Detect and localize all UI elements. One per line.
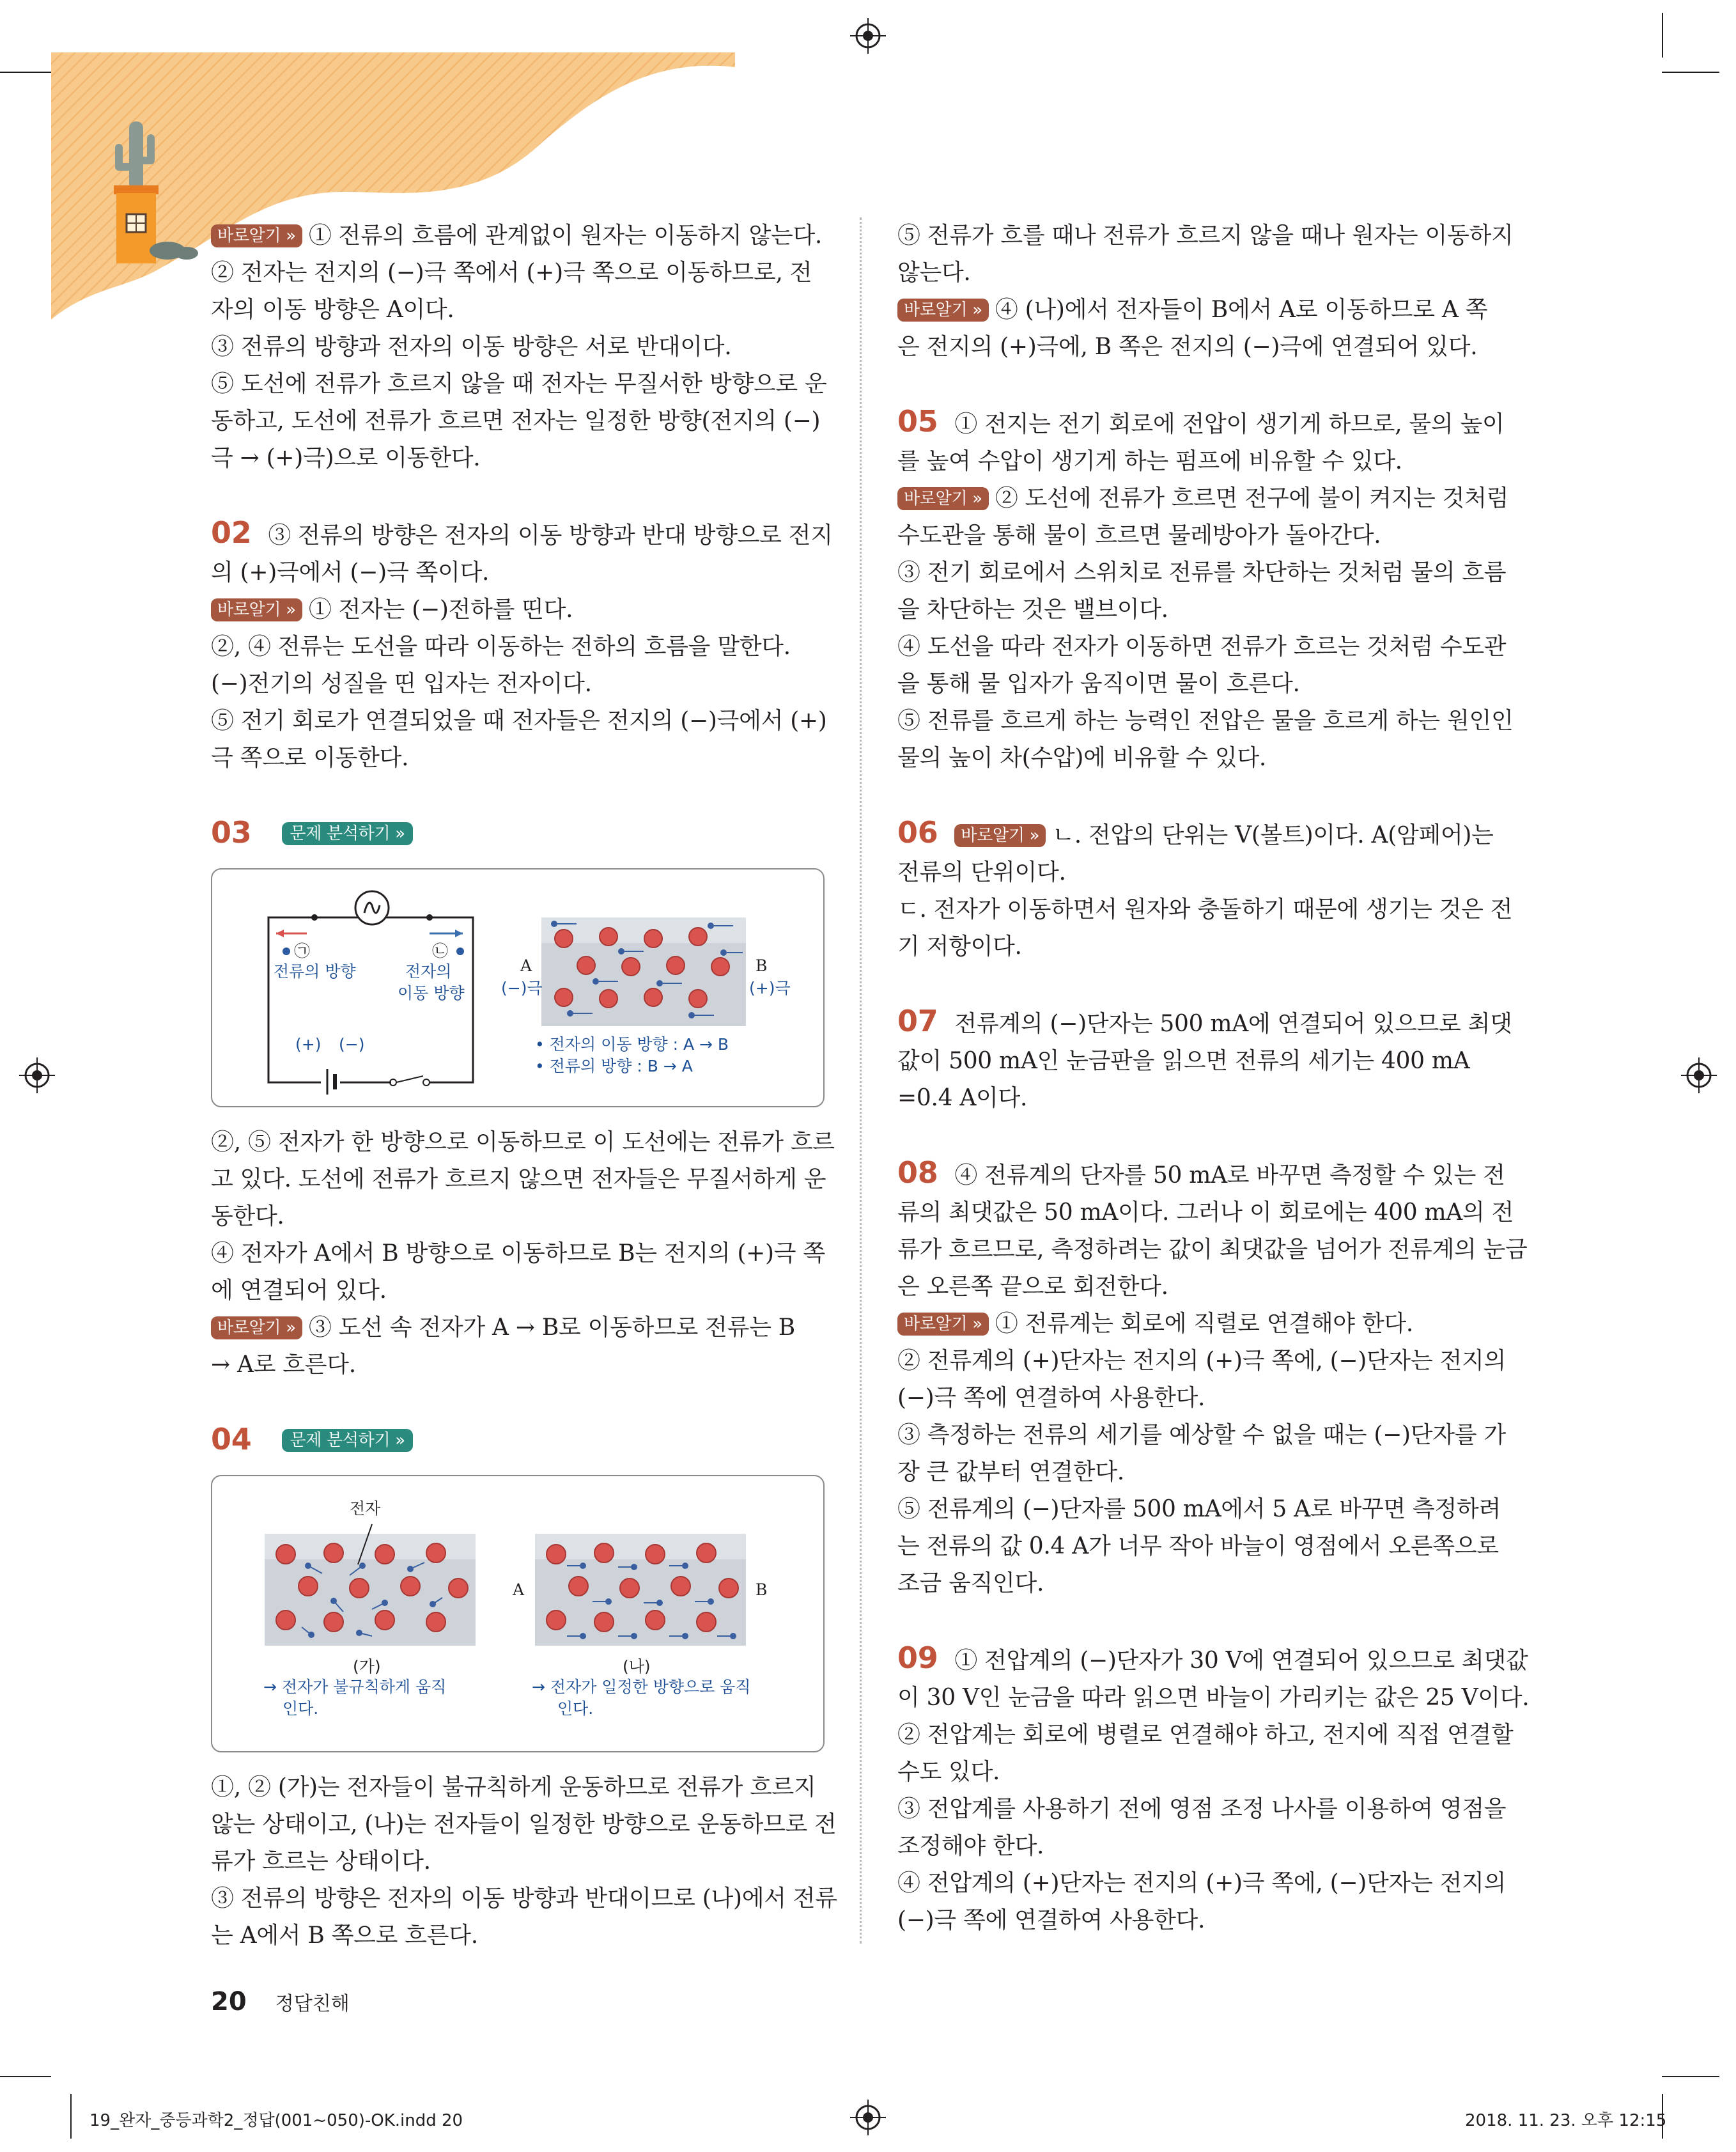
figure-na-desc: → 전자가 일정한 방향으로 움직 <box>532 1678 751 1696</box>
column-divider <box>860 217 862 1944</box>
correction-badge: 바로알기 » <box>211 598 302 621</box>
electron-arrow-label: ㉡ <box>432 942 449 960</box>
figure-ga-label: (가) <box>353 1657 381 1676</box>
section-title: 정답친해 <box>275 1993 350 2015</box>
text-line: ①, ② (가)는 전자들이 불규칙하게 운동하므로 전류가 흐르지 <box>211 1774 816 1800</box>
wire-end-a: A <box>513 1580 525 1599</box>
battery-minus-label: (−) <box>339 1035 365 1054</box>
correction-badge: 바로알기 » <box>211 224 302 247</box>
text-line: 바로알기 » ② 도선에 전류가 흐르면 전구에 불이 켜지는 것처럼 <box>897 480 1511 517</box>
text-line: 의 (+)극에서 (−)극 쪽이다. <box>211 559 490 586</box>
figure-na-desc-2: 인다. <box>557 1699 594 1718</box>
correction-badge: 바로알기 » <box>897 299 989 322</box>
text-line: 자의 이동 방향은 A이다. <box>211 297 454 323</box>
text-line: ⑤ 전류가 흐를 때나 전류가 흐르지 않을 때나 원자는 이동하지 <box>897 222 1514 249</box>
answer-06 <box>897 814 1511 965</box>
question-number: 04 <box>211 1422 252 1456</box>
figure-ga-desc-2: 인다. <box>283 1699 319 1718</box>
question-number: 05 <box>897 404 938 439</box>
text-line: 바로알기 » ③ 도선 속 전자가 A → B로 이동하므로 전류는 B <box>211 1309 825 1346</box>
answer-08 <box>897 1154 1528 1602</box>
text-line: ⑤ 전류를 흐르게 하는 능력인 전압은 물을 흐르게 하는 원인인 <box>897 708 1514 734</box>
text-line: 수도 있다. <box>897 1759 1000 1785</box>
text-line: 은 전지의 (+)극에, B 쪽은 전지의 (−)극에 연결되어 있다. <box>897 334 1478 360</box>
figure-ga-desc: → 전자가 불규칙하게 움직 <box>263 1678 447 1696</box>
answer-05 <box>897 403 1514 777</box>
text-line: 장 큰 값부터 연결한다. <box>897 1459 1124 1485</box>
electron-direction-label: 전자의 <box>405 962 452 981</box>
text-line: 바로알기 » ① 전자는 (−)전하를 띤다. <box>211 591 825 628</box>
text-line: 조금 움직인다. <box>897 1570 1044 1596</box>
text-line: 09 ① 전압계의 (−)단자가 30 V에 연결되어 있으므로 최댓값 <box>897 1641 1528 1675</box>
text-line: ② 전류계의 (+)단자는 전지의 (+)극 쪽에, (−)단자는 전지의 <box>897 1348 1506 1374</box>
text-line: 물의 높이 차(수압)에 비유할 수 있다. <box>897 745 1267 771</box>
text-line: 동하고, 도선에 전류가 흐르면 전자는 일정한 방향(전지의 (−) <box>211 408 821 434</box>
text-line: 바로알기 » ① 전류의 흐름에 관계없이 원자는 이동하지 않는다. <box>211 217 825 254</box>
text-line: 값이 500 mA인 눈금판을 읽으면 전류의 세기는 400 mA <box>897 1048 1470 1074</box>
text-line: ②, ⑤ 전자가 한 방향으로 이동하므로 이 도선에는 전류가 흐르 <box>211 1129 835 1155</box>
wire-end-a: A <box>520 956 532 975</box>
answer-03 <box>211 814 835 1384</box>
text-line: (−)전기의 성질을 띤 입자는 전자이다. <box>211 671 592 697</box>
text-line: 05 ① 전지는 전기 회로에 전압이 생기게 하므로, 물의 높이 <box>897 404 1505 439</box>
text-line: ④ 도선을 따라 전자가 이동하면 전류가 흐르는 것처럼 수도관 <box>897 634 1507 660</box>
cactus-pot-icon <box>96 109 205 269</box>
electron-direction-note: • 전자의 이동 방향 : A → B <box>535 1035 729 1054</box>
text-line: 을 통해 물 입자가 움직이면 물이 흐른다. <box>897 671 1300 697</box>
analysis-tag: 문제 분석하기 » <box>282 822 412 845</box>
question-number: 09 <box>897 1641 938 1675</box>
text-line: 02 ③ 전류의 방향은 전자의 이동 방향과 반대 방향으로 전지 <box>211 515 833 550</box>
text-line: 않는 상태이고, (나)는 전자들이 일정한 방향으로 운동하므로 전 <box>211 1811 837 1837</box>
file-info: 19_완자_중등과학2_정답(001~050)-OK.indd 20 <box>89 2111 463 2130</box>
text-line: ⑤ 전류계의 (−)단자를 500 mA에서 5 A로 바꾸면 측정하려 <box>897 1496 1501 1522</box>
question-number: 06 <box>897 815 938 850</box>
text-line: ②, ④ 전류는 도선을 따라 이동하는 전하의 흐름을 말한다. <box>211 634 791 660</box>
current-arrow-label: ㉠ <box>294 942 311 960</box>
text-line: 07 전류계의 (−)단자는 500 mA에 연결되어 있으므로 최댓 <box>897 1004 1512 1038</box>
registration-mark-bottom <box>850 2100 886 2135</box>
answer-09 <box>897 1639 1530 1939</box>
wire-end-b: B <box>756 956 768 975</box>
question-number: 08 <box>897 1155 938 1190</box>
page-footer <box>211 1987 350 2016</box>
text-line: 이 30 V인 눈금을 따라 읽으면 바늘이 가리키는 값은 25 V이다. <box>897 1685 1530 1711</box>
electron-label: 전자 <box>350 1499 381 1518</box>
text-line: 은 오른쪽 끝으로 회전한다. <box>897 1274 1168 1300</box>
crop-mark <box>0 72 51 73</box>
text-line: 08 ④ 전류계의 단자를 50 mA로 바꾸면 측정할 수 있는 전 <box>897 1155 1505 1190</box>
text-line: 을 차단하는 것은 밸브이다. <box>897 596 1168 623</box>
text-line: ② 전자는 전지의 (−)극 쪽에서 (+)극 쪽으로 이동하므로, 전 <box>211 260 812 286</box>
left-column <box>211 217 837 1954</box>
text-line: (−)극 쪽에 연결하여 사용한다. <box>897 1907 1205 1933</box>
answer-04 <box>211 1421 837 1954</box>
answer-01-explanation <box>211 217 825 477</box>
registration-mark-top <box>850 18 886 54</box>
right-column <box>897 217 1530 1939</box>
question-number: 03 <box>211 815 252 850</box>
electron-motion-figure <box>211 1475 825 1752</box>
text-line: 기 저항이다. <box>897 933 1022 960</box>
text-line: =0.4 A이다. <box>897 1085 1028 1111</box>
answer-04-continued <box>897 217 1514 366</box>
text-line: 류가 흐르므로, 측정하려는 값이 최댓값을 넘어가 전류계의 눈금 <box>897 1236 1528 1263</box>
text-line: 에 연결되어 있다. <box>211 1277 387 1304</box>
text-line: ③ 전류의 방향은 전자의 이동 방향과 반대이므로 (나)에서 전류 <box>211 1885 837 1912</box>
text-line: ㄷ. 전자가 이동하면서 원자와 충돌하기 때문에 생기는 것은 전 <box>897 896 1513 923</box>
text-line: 극 → (+)극)으로 이동한다. <box>211 445 481 471</box>
text-line: 06 바로알기 » ㄴ. 전압의 단위는 V(볼트)이다. A(암페어)는 <box>897 815 1494 850</box>
text-line: 않는다. <box>897 260 971 286</box>
text-line: 조정해야 한다. <box>897 1833 1044 1859</box>
text-line: 고 있다. 도선에 전류가 흐르지 않으면 전자들은 무질서하게 운 <box>211 1166 826 1192</box>
crop-mark <box>1662 2076 1719 2077</box>
current-direction-note: • 전류의 방향 : B → A <box>535 1057 693 1075</box>
circuit-figure <box>211 868 825 1107</box>
text-line: ③ 측정하는 전류의 세기를 예상할 수 없을 때는 (−)단자를 가 <box>897 1422 1506 1448</box>
text-line: → A로 흐른다. <box>211 1352 356 1378</box>
question-number: 02 <box>211 515 252 550</box>
text-line: 수도관을 통해 물이 흐르면 물레방아가 돌아간다. <box>897 522 1381 549</box>
crop-mark <box>1662 13 1663 58</box>
print-timestamp: 2018. 11. 23. 오후 12:15 <box>1465 2111 1667 2130</box>
text-line: 를 높여 수압이 생기게 하는 펌프에 비유할 수 있다. <box>897 448 1402 474</box>
text-line: ③ 전류의 방향과 전자의 이동 방향은 서로 반대이다. <box>211 334 732 360</box>
text-line: ④ 전자가 A에서 B 방향으로 이동하므로 B는 전지의 (+)극 쪽 <box>211 1240 825 1267</box>
text-line: 는 A에서 B 쪽으로 흐른다. <box>211 1922 478 1949</box>
text-line: ⑤ 전기 회로가 연결되었을 때 전자들은 전지의 (−)극에서 (+) <box>211 708 827 734</box>
crop-mark <box>1662 72 1719 73</box>
wire-end-b: B <box>756 1580 768 1599</box>
text-line: 극 쪽으로 이동한다. <box>211 745 409 771</box>
text-line: 바로알기 » ① 전류계는 회로에 직렬로 연결해야 한다. <box>897 1306 1511 1343</box>
text-line: (−)극 쪽에 연결하여 사용한다. <box>897 1385 1205 1411</box>
text-line: 류의 최댓값은 50 mA이다. 그러나 이 회로에는 400 mA의 전 <box>897 1199 1514 1226</box>
text-line <box>211 1421 825 1461</box>
text-line: 는 전류의 값 0.4 A가 너무 작아 바늘이 영점에서 오른쪽으로 <box>897 1533 1499 1559</box>
page-number: 20 <box>211 1987 247 2016</box>
text-line: ④ 전압계의 (+)단자는 전지의 (+)극 쪽에, (−)단자는 전지의 <box>897 1870 1506 1896</box>
text-line: 동한다. <box>211 1203 284 1229</box>
correction-badge: 바로알기 » <box>897 487 989 510</box>
correction-badge: 바로알기 » <box>211 1316 302 1339</box>
text-line <box>211 814 825 854</box>
answer-07 <box>897 1002 1511 1117</box>
registration-mark-right <box>1681 1057 1717 1093</box>
question-number: 07 <box>897 1004 938 1038</box>
analysis-tag: 문제 분석하기 » <box>282 1429 412 1452</box>
answer-02 <box>211 514 833 777</box>
crop-mark <box>70 2094 72 2139</box>
text-line: ⑤ 도선에 전류가 흐르지 않을 때 전자는 무질서한 방향으로 운 <box>211 371 827 397</box>
text-line: 전류의 단위이다. <box>897 859 1066 885</box>
text-line: ③ 전기 회로에서 스위치로 전류를 차단하는 것처럼 물의 흐름 <box>897 559 1507 586</box>
registration-mark-left <box>19 1057 55 1093</box>
battery-plus-label: (+) <box>295 1035 322 1054</box>
text-line: ② 전압계는 회로에 병렬로 연결해야 하고, 전지에 직접 연결할 <box>897 1722 1514 1748</box>
text-line: 바로알기 » ④ (나)에서 전자들이 B에서 A로 이동하므로 A 쪽 <box>897 292 1511 329</box>
crop-mark <box>0 2076 51 2077</box>
text-line: ③ 전압계를 사용하기 전에 영점 조정 나사를 이용하여 영점을 <box>897 1796 1507 1822</box>
wire-end-a-pole: (−)극 <box>501 979 543 997</box>
electron-direction-label-2: 이동 방향 <box>398 984 465 1002</box>
correction-badge: 바로알기 » <box>897 1313 989 1336</box>
text-line: 류가 흐르는 상태이다. <box>211 1848 431 1875</box>
figure-na-label: (나) <box>623 1657 651 1676</box>
wire-end-b-pole: (+)극 <box>749 979 791 997</box>
correction-badge: 바로알기 » <box>954 824 1046 847</box>
current-direction-label: 전류의 방향 <box>274 962 356 981</box>
